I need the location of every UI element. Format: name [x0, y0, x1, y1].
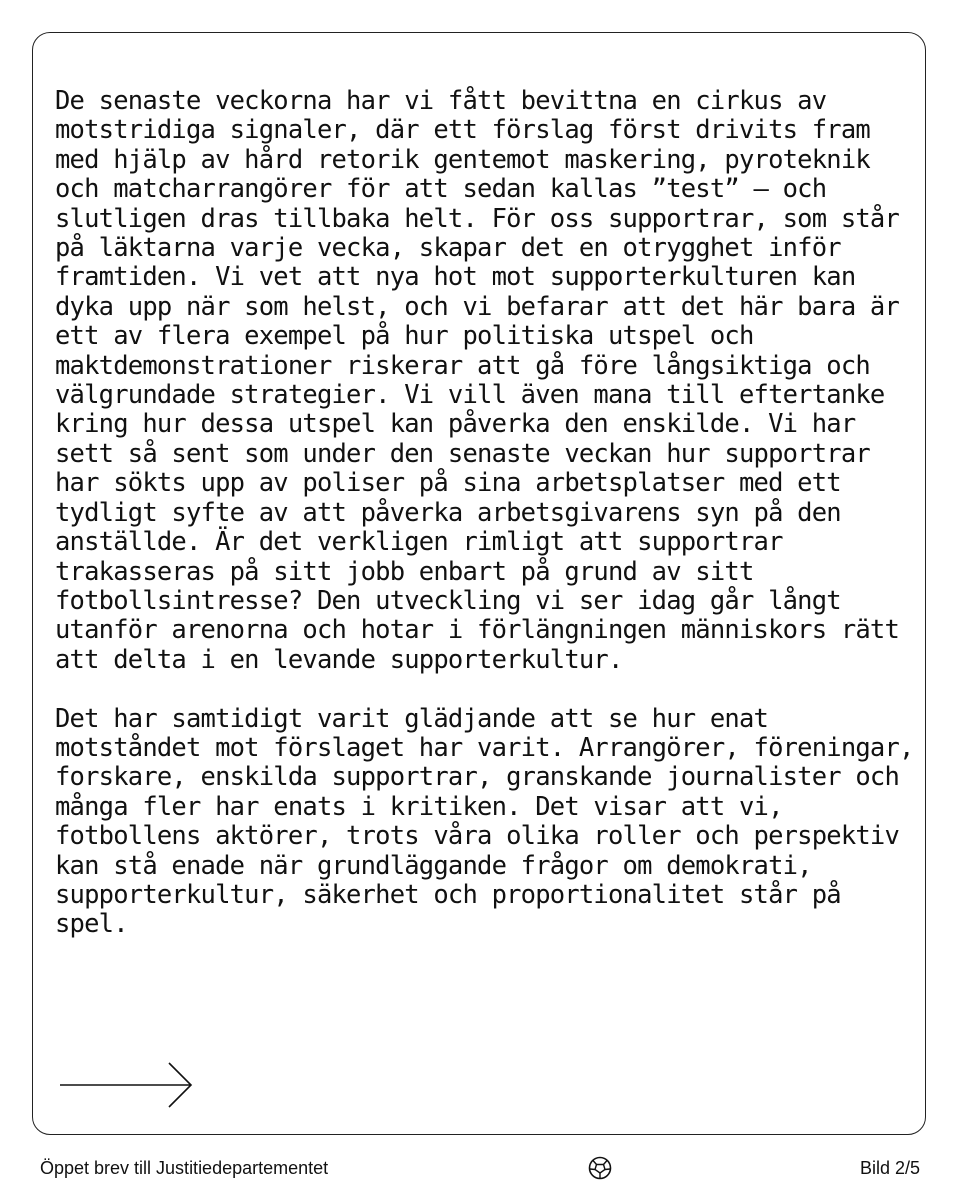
paragraph-2: Det har samtidigt varit glädjande att se hur enat motståndet mot förslaget har varit. Arrangörer, föreningar, forskare, enskilda supportrar, granskande journalister och många fler har enats i kritiken. Det visar att vi, fotbollens aktörer, trots våra olika roller och perspektiv kan stå enade när grundläggande frågor om demokrati, supporterkultur, säkerhet och proportionalitet står på spel.	[55, 703, 914, 940]
footer	[0, 1152, 960, 1186]
arrow-right-icon[interactable]	[60, 1061, 194, 1109]
page-indicator: Bild 2/5	[859, 1158, 920, 1178]
footer-title: Öppet brev till Justitiedepartementet	[40, 1158, 329, 1178]
letter-body	[55, 87, 915, 940]
paragraph-1: De senaste veckorna har vi fått bevittna en cirkus av motstridiga signaler, där ett förslag först drivits fram med hjälp av hård retorik gentemot maskering, pyroteknik och matcharrangörer för att sedan kallas ”test” – och slutligen dras tillbaka helt. För oss supportrar, som står på läktarna varje vecka, skapar det en otrygghet inför framtiden. Vi vet att nya hot mot supporterkulturen kan dyka upp när som helst, och vi befarar att det här bara är ett av flera exempel på hur politiska utspel och maktdemonstrationer riskerar att gå före långsiktiga och välgrundade strategier. Vi vill även mana till eftertanke kring hur dessa utspel kan påverka den enskilde. Vi har sett så sent som under den senaste veckan hur supportrar har sökts upp av poliser på sina arbetsplatser med ett tydligt syfte av att påverka arbetsgivarens syn på den anställde. Är det verkligen rimligt att supportrar trakasseras på sitt jobb enbart på grund av sitt fotbollsintresse? Den utveckling vi ser idag går långt utanför arenorna och hotar i förlängningen människors rätt att delta i en levande supporterkultur.	[55, 86, 900, 675]
slide-card	[32, 32, 926, 1135]
football-icon	[588, 1156, 612, 1180]
